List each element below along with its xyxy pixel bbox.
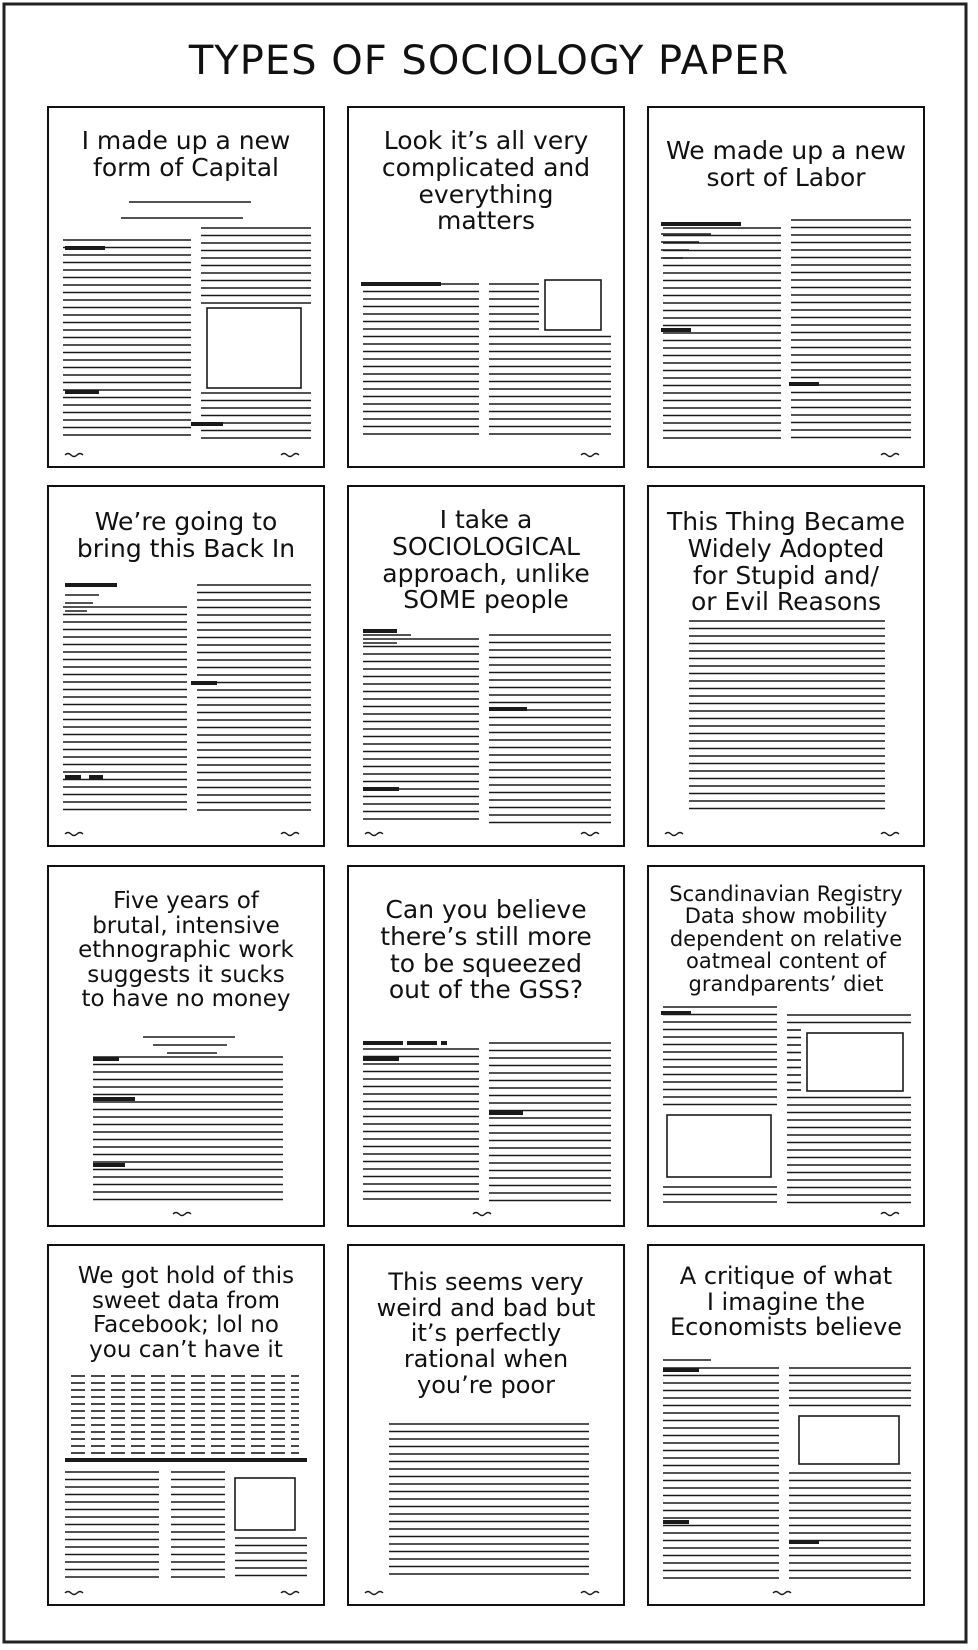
paper-text-lines <box>49 108 325 468</box>
paper-text-lines <box>349 867 625 1227</box>
paper-text-lines <box>649 108 925 468</box>
panel-ethnographic <box>47 865 325 1227</box>
panel-back-in <box>47 485 325 847</box>
panel-title: This seems very weird and bad but it’s perfectly rational when you’re poor <box>376 1268 596 1399</box>
panel-new-capital <box>47 106 325 468</box>
panel-new-labor <box>647 106 925 468</box>
panel-title: We’re going to bring this Back In <box>76 507 296 563</box>
panel-title: We got hold of this sweet data from Facebook; lol no you can’t have it <box>77 1263 295 1363</box>
paper-text-lines <box>49 487 325 847</box>
panel-title: Scandinavian Registry Data show mobility dependent on relative oatmeal content of grandparents’ diet <box>669 882 903 996</box>
panel-title: Can you believe there’s still more to be squeezed out of the GSS? <box>380 895 592 1005</box>
panel-gss <box>347 865 625 1227</box>
paper-text-lines <box>649 487 925 847</box>
panel-rational-poor <box>347 1244 625 1606</box>
comic-title: TYPES OF SOCIOLOGY PAPER <box>188 38 790 84</box>
panel-title: A critique of what I imagine the Economists believe <box>669 1262 903 1342</box>
panel-scandinavian <box>647 865 925 1227</box>
panel-title: I made up a new form of Capital <box>81 126 291 182</box>
panel-title: I take a SOCIOLOGICAL approach, unlike SOME people <box>382 505 590 615</box>
panel-stupid-evil <box>647 485 925 847</box>
panel-complicated <box>347 106 625 468</box>
panel-economists <box>647 1244 925 1606</box>
panel-title: Look it’s all very complicated and everything matters <box>381 126 591 236</box>
paper-text-lines <box>49 1246 325 1606</box>
paper-text-lines <box>349 1246 625 1606</box>
panel-title: Five years of brutal, intensive ethnographic work suggests it sucks to have no money <box>78 888 294 1013</box>
paper-text-lines <box>649 867 925 1227</box>
panel-title: This Thing Became Widely Adopted for Stupid and/ or Evil Reasons <box>666 507 906 617</box>
paper-text-lines <box>349 487 625 847</box>
paper-text-lines <box>649 1246 925 1606</box>
panel-title: We made up a new sort of Labor <box>665 136 907 192</box>
paper-text-lines <box>49 867 325 1227</box>
panel-sociological <box>347 485 625 847</box>
paper-text-lines <box>349 108 625 468</box>
panel-facebook <box>47 1244 325 1606</box>
